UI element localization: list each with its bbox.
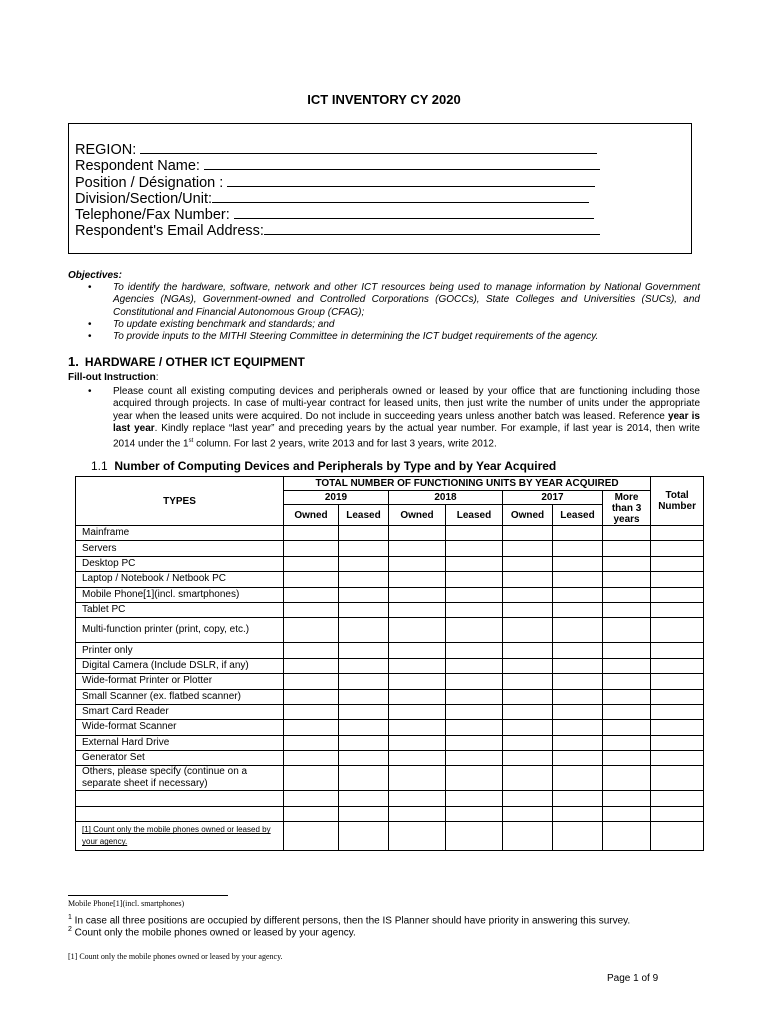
count-cell[interactable] xyxy=(553,556,603,571)
count-cell[interactable] xyxy=(553,704,603,719)
fill-out-instruction-label: Fill-out Instruction: xyxy=(68,372,159,383)
count-cell[interactable] xyxy=(553,822,603,851)
count-cell[interactable] xyxy=(553,735,603,750)
count-cell[interactable] xyxy=(389,720,446,735)
count-cell[interactable] xyxy=(389,751,446,766)
count-cell[interactable] xyxy=(553,720,603,735)
count-cell[interactable] xyxy=(603,526,651,541)
footnote-3: [1] Count only the mobile phones owned or leased by your agency. xyxy=(68,952,283,961)
table-row xyxy=(76,822,704,851)
count-cell[interactable] xyxy=(446,643,503,658)
telephone-fax-field[interactable]: Telephone/Fax Number: xyxy=(75,205,594,223)
count-cell[interactable] xyxy=(446,822,503,851)
count-cell[interactable] xyxy=(651,556,704,571)
count-cell[interactable] xyxy=(503,806,553,821)
table-row xyxy=(76,791,704,806)
row-type-label: Tablet PC xyxy=(76,602,284,617)
count-cell[interactable] xyxy=(651,602,704,617)
count-cell[interactable] xyxy=(389,766,446,791)
count-cell[interactable] xyxy=(603,587,651,602)
count-cell[interactable] xyxy=(339,822,389,851)
count-cell[interactable] xyxy=(553,766,603,791)
count-cell[interactable] xyxy=(339,587,389,602)
count-cell[interactable] xyxy=(389,643,446,658)
count-cell[interactable] xyxy=(603,689,651,704)
count-cell[interactable] xyxy=(553,791,603,806)
count-cell[interactable] xyxy=(389,602,446,617)
inventory-table xyxy=(75,476,704,851)
count-cell[interactable] xyxy=(503,766,553,791)
count-cell[interactable] xyxy=(651,587,704,602)
count-cell[interactable] xyxy=(446,735,503,750)
count-cell[interactable] xyxy=(603,791,651,806)
respondent-name-field[interactable]: Respondent Name: xyxy=(75,156,600,174)
count-cell[interactable] xyxy=(446,806,503,821)
row-type-label: Servers xyxy=(76,541,284,556)
count-cell[interactable] xyxy=(389,735,446,750)
count-cell[interactable] xyxy=(603,643,651,658)
table-row xyxy=(76,556,704,571)
count-cell[interactable] xyxy=(446,766,503,791)
row-type-label: Wide-format Printer or Plotter xyxy=(76,674,284,689)
row-type-label: Mobile Phone[1](incl. smartphones) xyxy=(76,587,284,602)
objective-item: • To identify the hardware, software, network and other ICT resources being used to manage information by National Government Agencies (NGAs), Government-owned and Controlled Corporations (GOCCs), State Colleges and Universities (SUCs), and Constitutional and Financial Autonomous Group (CFAG); xyxy=(88,282,700,318)
footnote-mobile-phone: Mobile Phone[1](incl. smartphones) xyxy=(68,899,185,908)
leased-header: Leased xyxy=(339,505,389,526)
table-row xyxy=(76,541,704,556)
count-cell[interactable] xyxy=(446,526,503,541)
row-type-label: Multi-function printer (print, copy, etc.) xyxy=(76,618,284,643)
position-designation-field[interactable]: Position / Désignation : xyxy=(75,173,595,191)
count-cell[interactable] xyxy=(603,806,651,821)
count-cell[interactable] xyxy=(284,704,339,719)
count-cell[interactable] xyxy=(389,806,446,821)
count-cell[interactable] xyxy=(553,658,603,673)
count-cell[interactable] xyxy=(503,602,553,617)
count-cell[interactable] xyxy=(339,766,389,791)
count-cell[interactable] xyxy=(284,541,339,556)
count-cell[interactable] xyxy=(651,806,704,821)
leased-header: Leased xyxy=(446,505,503,526)
objective-item: • To update existing benchmark and standards; and xyxy=(88,318,335,330)
fill-out-instruction-text: • Please count all existing computing devices and peripherals owned or leased by your office that are functioning including those acquired through projects. In case of multi-year contract for leased units, then just write the number of units under the appropriate year when the leased units were acquired. Do not include in succeeding years unless another batch was leased. Reference year is last year. Kindly replace “last year” and preceding years by the actual year number. For example, if last year is 2014, then write 2014 under the 1st column. For last 2 years, write 2013 and for last 3 years, write 2012. xyxy=(88,386,700,450)
row-type-label xyxy=(76,791,284,806)
count-cell[interactable] xyxy=(284,587,339,602)
count-cell[interactable] xyxy=(553,806,603,821)
count-cell[interactable] xyxy=(339,674,389,689)
more-than-3-years-header: More than 3 years xyxy=(603,491,651,526)
count-cell[interactable] xyxy=(651,526,704,541)
owned-header: Owned xyxy=(389,505,446,526)
count-cell[interactable] xyxy=(553,643,603,658)
count-cell[interactable] xyxy=(339,806,389,821)
count-cell[interactable] xyxy=(603,674,651,689)
count-cell[interactable] xyxy=(389,618,446,643)
owned-header: Owned xyxy=(284,505,339,526)
email-address-field[interactable]: Respondent's Email Address: xyxy=(75,221,600,239)
count-cell[interactable] xyxy=(339,689,389,704)
count-cell[interactable] xyxy=(603,602,651,617)
row-type-label: Wide-format Scanner xyxy=(76,720,284,735)
count-cell[interactable] xyxy=(603,541,651,556)
count-cell[interactable] xyxy=(651,735,704,750)
page-number: Page 1 of 9 xyxy=(607,973,659,984)
count-cell[interactable] xyxy=(339,735,389,750)
count-cell[interactable] xyxy=(651,618,704,643)
count-cell[interactable] xyxy=(284,556,339,571)
types-header: TYPES xyxy=(76,477,284,526)
count-cell[interactable] xyxy=(503,587,553,602)
count-cell[interactable] xyxy=(553,751,603,766)
count-cell[interactable] xyxy=(503,689,553,704)
owned-header: Owned xyxy=(503,505,553,526)
count-cell[interactable] xyxy=(503,541,553,556)
count-cell[interactable] xyxy=(553,572,603,587)
count-cell[interactable] xyxy=(553,689,603,704)
count-cell[interactable] xyxy=(503,751,553,766)
count-cell[interactable] xyxy=(446,689,503,704)
row-type-label xyxy=(76,806,284,821)
count-cell[interactable] xyxy=(284,602,339,617)
count-cell[interactable] xyxy=(553,587,603,602)
count-cell[interactable] xyxy=(339,751,389,766)
count-cell[interactable] xyxy=(339,541,389,556)
count-cell[interactable] xyxy=(284,658,339,673)
count-cell[interactable] xyxy=(553,602,603,617)
count-cell[interactable] xyxy=(446,720,503,735)
year-header: 2018 xyxy=(389,491,503,505)
row-type-label: Others, please specify (continue on a separate sheet if necessary) xyxy=(76,766,284,791)
count-cell[interactable] xyxy=(446,556,503,571)
count-cell[interactable] xyxy=(651,791,704,806)
count-cell[interactable] xyxy=(603,751,651,766)
functioning-units-header: TOTAL NUMBER OF FUNCTIONING UNITS BY YEAR ACQUIRED xyxy=(284,477,651,491)
division-section-unit-field[interactable]: Division/Section/Unit: xyxy=(75,189,589,207)
count-cell[interactable] xyxy=(603,766,651,791)
count-cell[interactable] xyxy=(284,643,339,658)
count-cell[interactable] xyxy=(339,643,389,658)
count-cell[interactable] xyxy=(503,618,553,643)
count-cell[interactable] xyxy=(284,674,339,689)
count-cell[interactable] xyxy=(651,541,704,556)
objectives-heading: Objectives: xyxy=(68,270,122,281)
table-row xyxy=(76,526,704,541)
count-cell[interactable] xyxy=(389,658,446,673)
table-row xyxy=(76,587,704,602)
table-row xyxy=(76,766,704,791)
count-cell[interactable] xyxy=(603,720,651,735)
document-title: ICT INVENTORY CY 2020 xyxy=(307,92,461,107)
count-cell[interactable] xyxy=(389,822,446,851)
table-row xyxy=(76,643,704,658)
row-type-label: Digital Camera (Include DSLR, if any) xyxy=(76,658,284,673)
count-cell[interactable] xyxy=(284,618,339,643)
count-cell[interactable] xyxy=(503,658,553,673)
count-cell[interactable] xyxy=(603,618,651,643)
count-cell[interactable] xyxy=(503,822,553,851)
count-cell[interactable] xyxy=(553,541,603,556)
count-cell[interactable] xyxy=(339,572,389,587)
count-cell[interactable] xyxy=(503,643,553,658)
count-cell[interactable] xyxy=(389,674,446,689)
table-row xyxy=(76,674,704,689)
count-cell[interactable] xyxy=(284,735,339,750)
region-field[interactable]: REGION: xyxy=(75,140,597,158)
table-row xyxy=(76,602,704,617)
count-cell[interactable] xyxy=(503,791,553,806)
year-header: 2019 xyxy=(284,491,389,505)
table-row xyxy=(76,751,704,766)
count-cell[interactable] xyxy=(503,674,553,689)
count-cell[interactable] xyxy=(339,556,389,571)
footnote-2: $^2$ Count only the mobile phones owned or leased by your agency. xyxy=(68,926,356,939)
count-cell[interactable] xyxy=(339,526,389,541)
total-number-header: Total Number xyxy=(651,477,704,526)
count-cell[interactable] xyxy=(284,766,339,791)
count-cell[interactable] xyxy=(389,689,446,704)
objective-item: • To provide inputs to the MITHI Steering Committee in determining the ICT budget requirements of the agency. xyxy=(88,331,599,343)
count-cell[interactable] xyxy=(446,572,503,587)
count-cell[interactable] xyxy=(603,572,651,587)
count-cell[interactable] xyxy=(284,526,339,541)
row-type-label: Laptop / Notebook / Netbook PC xyxy=(76,572,284,587)
table-row xyxy=(76,689,704,704)
count-cell[interactable] xyxy=(284,720,339,735)
section-1-heading: 1. HARDWARE / OTHER ICT EQUIPMENT xyxy=(68,354,305,369)
count-cell[interactable] xyxy=(389,791,446,806)
table-row xyxy=(76,572,704,587)
table-row xyxy=(76,720,704,735)
count-cell[interactable] xyxy=(339,658,389,673)
count-cell[interactable] xyxy=(503,572,553,587)
count-cell[interactable] xyxy=(446,674,503,689)
count-cell[interactable] xyxy=(651,572,704,587)
row-type-label: Smart Card Reader xyxy=(76,704,284,719)
count-cell[interactable] xyxy=(603,704,651,719)
year-header: 2017 xyxy=(503,491,603,505)
count-cell[interactable] xyxy=(503,735,553,750)
count-cell[interactable] xyxy=(603,556,651,571)
table-row xyxy=(76,704,704,719)
count-cell[interactable] xyxy=(446,618,503,643)
table-row xyxy=(76,735,704,750)
row-type-label: Desktop PC xyxy=(76,556,284,571)
table-row xyxy=(76,658,704,673)
count-cell[interactable] xyxy=(284,791,339,806)
count-cell[interactable] xyxy=(389,526,446,541)
count-cell[interactable] xyxy=(339,602,389,617)
count-cell[interactable] xyxy=(446,602,503,617)
count-cell[interactable] xyxy=(503,704,553,719)
count-cell[interactable] xyxy=(284,806,339,821)
row-type-label: External Hard Drive xyxy=(76,735,284,750)
count-cell[interactable] xyxy=(389,572,446,587)
count-cell[interactable] xyxy=(446,541,503,556)
leased-header: Leased xyxy=(553,505,603,526)
count-cell[interactable] xyxy=(446,704,503,719)
count-cell[interactable] xyxy=(603,822,651,851)
count-cell[interactable] xyxy=(284,822,339,851)
count-cell[interactable] xyxy=(553,526,603,541)
row-type-label: Small Scanner (ex. flatbed scanner) xyxy=(76,689,284,704)
count-cell[interactable] xyxy=(651,720,704,735)
count-cell[interactable] xyxy=(503,556,553,571)
count-cell[interactable] xyxy=(603,658,651,673)
count-cell[interactable] xyxy=(503,720,553,735)
count-cell[interactable] xyxy=(553,674,603,689)
table-row xyxy=(76,618,704,643)
objectives-list xyxy=(88,282,700,343)
table-row xyxy=(76,806,704,821)
count-cell[interactable] xyxy=(339,704,389,719)
section-1-1-heading: 1.1 Number of Computing Devices and Peripherals by Type and by Year Acquired xyxy=(91,459,557,473)
count-cell[interactable] xyxy=(651,643,704,658)
count-cell[interactable] xyxy=(339,618,389,643)
row-type-label: [1] Count only the mobile phones owned or leased by your agency. xyxy=(76,822,284,851)
count-cell[interactable] xyxy=(446,751,503,766)
count-cell[interactable] xyxy=(446,658,503,673)
count-cell[interactable] xyxy=(651,751,704,766)
count-cell[interactable] xyxy=(553,618,603,643)
row-type-label: Generator Set xyxy=(76,751,284,766)
count-cell[interactable] xyxy=(651,674,704,689)
count-cell[interactable] xyxy=(651,766,704,791)
count-cell[interactable] xyxy=(651,704,704,719)
count-cell[interactable] xyxy=(446,587,503,602)
count-cell[interactable] xyxy=(284,572,339,587)
count-cell[interactable] xyxy=(651,658,704,673)
count-cell[interactable] xyxy=(339,791,389,806)
count-cell[interactable] xyxy=(651,822,704,851)
count-cell[interactable] xyxy=(603,735,651,750)
count-cell[interactable] xyxy=(339,720,389,735)
count-cell[interactable] xyxy=(389,704,446,719)
footnote-separator xyxy=(68,895,228,896)
count-cell[interactable] xyxy=(503,526,553,541)
count-cell[interactable] xyxy=(284,751,339,766)
footnote-1: $^1$ In case all three positions are occupied by different persons, then the IS Planner should have priority in answering this survey. xyxy=(68,914,631,927)
count-cell[interactable] xyxy=(389,587,446,602)
count-cell[interactable] xyxy=(284,689,339,704)
count-cell[interactable] xyxy=(651,689,704,704)
count-cell[interactable] xyxy=(446,791,503,806)
count-cell[interactable] xyxy=(389,556,446,571)
count-cell[interactable] xyxy=(389,541,446,556)
row-type-label: Mainframe xyxy=(76,526,284,541)
row-type-label: Printer only xyxy=(76,643,284,658)
